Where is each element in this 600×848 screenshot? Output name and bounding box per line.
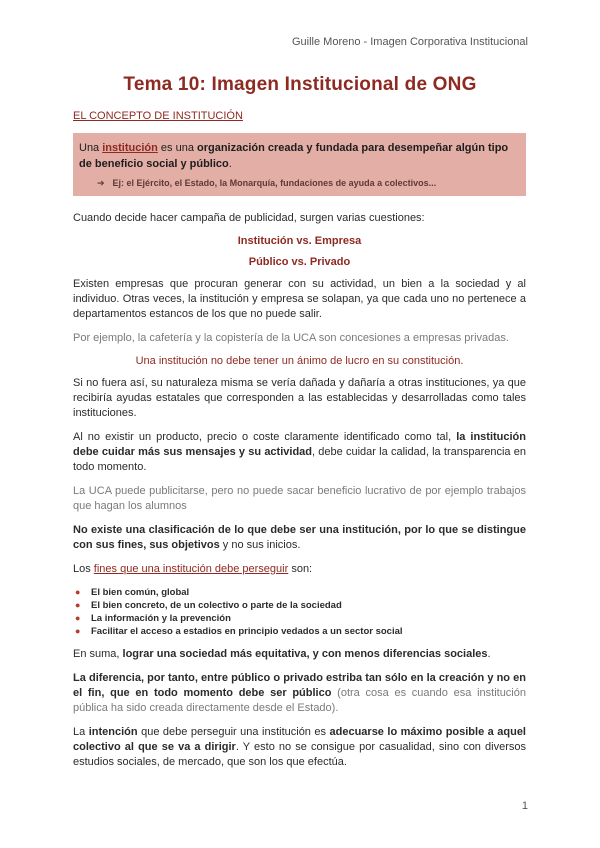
arrow-right-icon: ➔ [97,178,105,188]
section-heading: EL CONCEPTO DE INSTITUCIÓN [73,110,243,122]
fines-list [73,586,526,638]
definition-box [73,133,526,196]
clasificacion-paragraph: No existe una clasificación de lo que debe ser una institución, por lo que se distingue con sus fines, sus objetivos y no sus inicios. [73,524,526,551]
naturaleza-paragraph: Si no fuera así, su naturaleza misma se vería dañada y dañaría a otras instituciones, ya que recibiría ayudas estatales que corresponden a las establecidas y desarrolladas como tales instituciones. [73,377,526,419]
running-header: Guille Moreno - Imagen Corporativa Institucional [291,36,528,48]
bullet-icon: ● [75,587,81,597]
intencion-paragraph: La intención que debe perseguir una institución es adecuarse lo máximo posible a aquel colectivo al que se va a dirigir. Y esto no se consigue por casualidad, sino con diversos estudios sociales, de mercado, que son los que efectúa. [73,726,526,768]
uca-publicitarse-paragraph: La UCA puede publicitarse, pero no puede sacar beneficio lucrativo de por ejemplo trabajos que hagan los alumnos [73,485,526,512]
fines-link[interactable]: fines que una institución debe perseguir [93,563,289,575]
producto-paragraph: Al no existir un producto, precio o coste claramente identificado como tal, la institución debe cuidar más sus mensajes y su actividad, debe cuidar la calidad, la transparencia en todo momento. [73,431,526,473]
lucro-statement: Una institución no debe tener un ánimo de lucro en su constitución. [135,355,464,367]
bullet-icon: ● [75,600,81,610]
centered-heading-2: Público vs. Privado [248,256,351,268]
suma-paragraph: En suma, lograr una sociedad más equitativa, y con menos diferencias sociales. [73,648,491,660]
page-number: 1 [521,800,528,812]
fines-intro: Los fines que una institución debe perseguir son: [73,563,313,575]
example-line: ➔ Ej: el Ejército, el Estado, la Monarquía, fundaciones de ayuda a colectivos... [97,178,437,188]
list-item: ● Facilitar el acceso a estadios en principio vedados a un sector social [75,626,403,637]
diferencia-paragraph: La diferencia, por tanto, entre público o privado estriba tan sólo en la creación y no en el fin, que en todo momento debe ser público (otra cosa es cuando esa institución pública ha sido creada directamente desde el Estado). [73,672,526,714]
list-item: ● El bien común, global [75,587,190,598]
centered-heading-1: Institución vs. Empresa [237,235,362,247]
bullet-icon: ● [75,626,81,636]
empresas-paragraph: Existen empresas que procuran generar con su actividad, un bien a la sociedad y al individuo. Otras veces, la institución y empresa se solapan, ya que cada uno no pertenece a departamentos estancos de los que no puede salir. [73,278,526,320]
document-title: Tema 10: Imagen Institucional de ONG [123,74,477,95]
definition-text: Una institución es una organización creada y fundada para desempeñar algún tipo de beneficio social y público. [79,142,509,170]
intro-paragraph: Cuando decide hacer campaña de publicidad, surgen varias cuestiones: [73,212,425,224]
bullet-icon: ● [75,613,81,623]
uca-example-paragraph: Por ejemplo, la cafetería y la copistería de la UCA son concesiones a empresas privadas. [73,332,509,344]
list-item: ● El bien concreto, de un colectivo o parte de la sociedad [75,600,342,611]
document-body [73,110,526,779]
institucion-link[interactable]: institución [102,142,158,154]
list-item: ● La información y la prevención [75,613,231,624]
